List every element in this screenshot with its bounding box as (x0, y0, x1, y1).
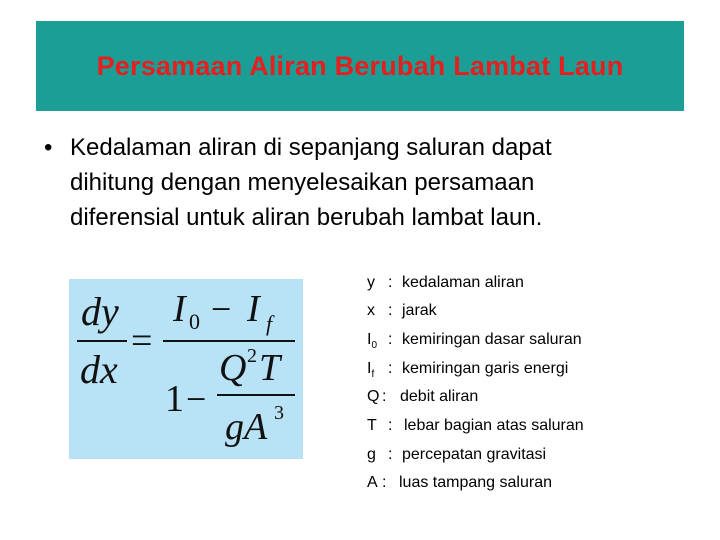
formula-I0-sub: 0 (189, 309, 200, 334)
legend-description: kemiringan dasar saluran (402, 331, 582, 348)
legend-description: jarak (402, 302, 437, 319)
legend-separator: : (388, 446, 393, 463)
formula-dy: dy (81, 289, 119, 334)
formula-box (69, 279, 303, 459)
title-bar (36, 21, 684, 111)
bullet-marker: • (44, 134, 53, 161)
legend-separator: : (388, 331, 393, 348)
formula-gA: gA (225, 406, 268, 448)
legend-separator: : (388, 302, 393, 319)
formula-Q: Q (219, 347, 247, 389)
legend-separator: : (388, 417, 393, 434)
legend-separator: : (388, 360, 393, 377)
slide-title: Persamaan Aliran Berubah Lambat Laun (96, 50, 624, 81)
legend-description: lebar bagian atas saluran (404, 417, 584, 434)
legend-symbol: g (367, 446, 376, 463)
legend-symbol-sub: 0 (371, 340, 378, 351)
legend-symbol: x (367, 302, 375, 319)
bullet-line-1: Kedalaman aliran di sepanjang saluran dapat (70, 134, 552, 161)
legend-symbol: y (367, 274, 375, 291)
formula-I0: I (173, 288, 186, 330)
formula-If-sub: f (266, 311, 273, 336)
legend-description: kemiringan garis energi (402, 360, 569, 377)
legend-description: kedalaman aliran (402, 274, 524, 291)
formula-minus-1: − (211, 289, 232, 329)
legend-symbol-base: I (367, 331, 372, 348)
legend-description: percepatan gravitasi (402, 446, 547, 463)
legend-description: luas tampang saluran (399, 474, 552, 491)
formula-minus-2: − (186, 379, 207, 419)
legend-description: debit aliran (400, 388, 479, 405)
legend-symbol: A (367, 474, 378, 491)
formula-dx: dx (80, 347, 118, 392)
formula-equation (69, 279, 303, 459)
formula-one: 1 (165, 378, 184, 420)
legend-separator: : (382, 474, 387, 491)
bullet-text (70, 130, 670, 235)
legend-symbol (367, 360, 374, 380)
formula-If: I (247, 288, 260, 330)
formula-A-exp: 3 (274, 402, 284, 424)
formula-T: T (259, 347, 281, 389)
bullet-line-2: dihitung dengan menyelesaikan persamaan (70, 169, 535, 196)
legend-symbol (367, 331, 377, 351)
legend-symbol: T (367, 417, 377, 434)
legend-symbol-base: I (367, 360, 372, 377)
legend-separator: : (382, 388, 387, 405)
formula-equals: = (131, 320, 153, 362)
legend-symbol: Q (367, 388, 380, 405)
legend-symbol-sub: f (371, 369, 375, 380)
bullet-line-3: diferensial untuk aliran berubah lambat laun. (70, 204, 543, 231)
legend-separator: : (388, 274, 393, 291)
formula-Q-exp: 2 (247, 345, 257, 367)
